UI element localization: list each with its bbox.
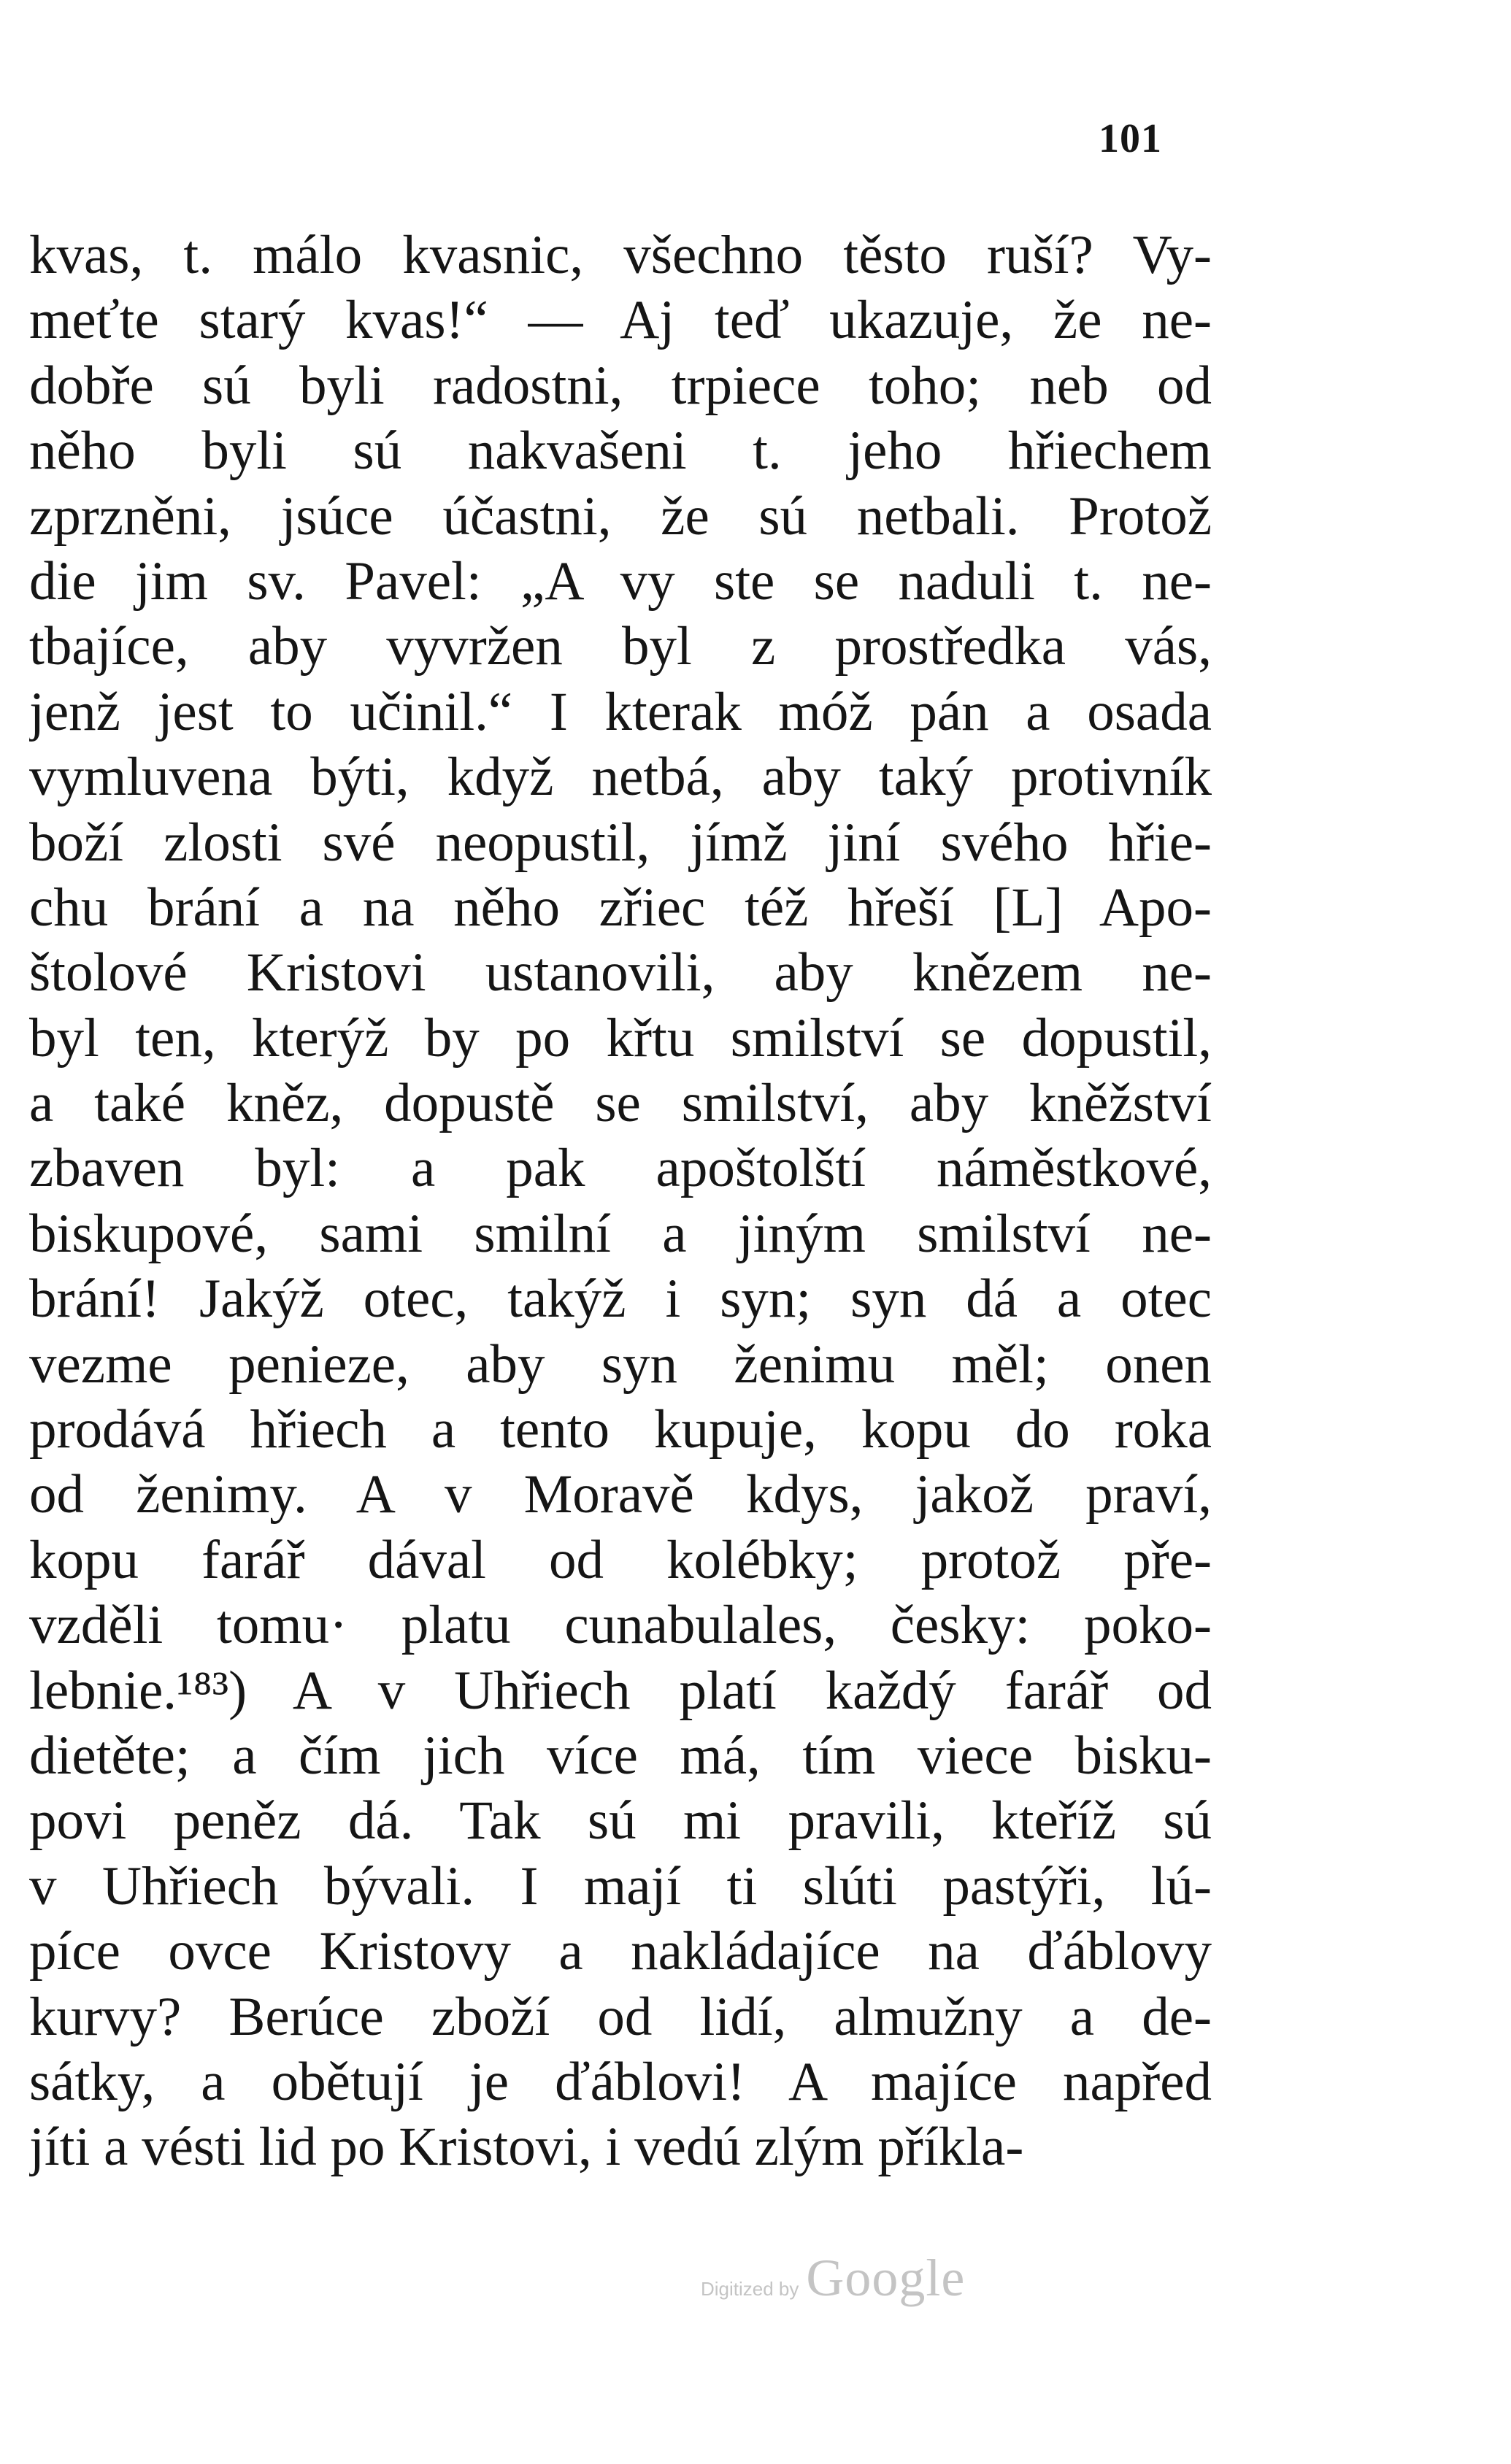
watermark-prefix: Digitized by — [701, 2278, 799, 2300]
text-line: štolové Kristovi ustanovili, aby knězem ne- — [29, 942, 1212, 1004]
text-line: něho byli sú nakvašeni t. jeho hřiechem — [29, 420, 1212, 482]
text-line: vzděli tomu· platu cunabulales, česky: poko- — [29, 1595, 1212, 1656]
text-line: meťte starý kvas!“ — Aj teď ukazuje, že ne- — [29, 290, 1212, 351]
text-line: zprzněni, jsúce účastni, že sú netbali. Protož — [29, 485, 1212, 547]
text-line: prodává hřiech a tento kupuje, kopu do roka — [29, 1399, 1212, 1460]
text-line: vymluvena býti, když netbá, aby taký protivník — [29, 747, 1212, 808]
text-line: sátky, a obětují je ďáblovi! A majíce napřed — [29, 2051, 1212, 2112]
text-line: kopu farář dával od kolébky; protož pře- — [29, 1529, 1212, 1590]
text-line: biskupové, sami smilní a jiným smilství ne- — [29, 1203, 1212, 1264]
text-line: brání! Jakýž otec, takýž i syn; syn dá a otec — [29, 1268, 1212, 1330]
body-text — [29, 223, 1212, 2180]
text-line: vezme penieze, aby syn ženimu měl; onen — [29, 1333, 1212, 1395]
text-line: povi peněz dá. Tak sú mi pravili, kteříž sú — [29, 1790, 1212, 1852]
text-line: v Uhřiech bývali. I mají ti slúti pastýři, lú- — [29, 1855, 1212, 1917]
text-line: a také kněz, dopustě se smilství, aby kněžství — [29, 1073, 1212, 1134]
text-line: kvas, t. málo kvasnic, všechno těsto ruší? Vy- — [29, 225, 1212, 285]
text-line: dobře sú byli radostni, trpiece toho; neb od — [29, 355, 1212, 416]
text-line: kurvy? Berúce zboží od lidí, almužny a de- — [29, 1986, 1212, 2047]
text-line: byl ten, kterýž by po křtu smilství se dopustil, — [29, 1007, 1212, 1069]
text-line: die jim sv. Pavel: „A vy ste se naduli t. ne- — [29, 550, 1212, 612]
text-line: tbajíce, aby vyvržen byl z prostředka vás, — [29, 616, 1212, 677]
page-number: 101 — [1099, 116, 1162, 161]
text-line: chu brání a na něho zřiec též hřeší [L] Apo- — [29, 877, 1212, 938]
text-line: píce ovce Kristovy a nakládajíce na ďáblovy — [29, 1921, 1212, 1982]
text-line: jenž jest to učinil.“ I kterak móž pán a osada — [29, 681, 1212, 742]
text-line: od ženimy. A v Moravě kdys, jakož praví, — [29, 1464, 1212, 1525]
google-logo: Google — [806, 2249, 966, 2307]
text-line: jíti a vésti lid po Kristovi, i vedú zlým příkla- — [29, 2117, 1024, 2178]
digitized-by-watermark — [701, 2248, 965, 2309]
text-line: dietěte; a čím jich více má, tím viece bisku- — [29, 1725, 1212, 1786]
text-line: boží zlosti své neopustil, jímž jiní svého hřie- — [29, 812, 1212, 873]
text-line: lebnie.¹⁸³) A v Uhřiech platí každý farář od — [29, 1660, 1212, 1721]
text-line: zbaven byl: a pak apoštolští náměstkové, — [29, 1138, 1212, 1199]
